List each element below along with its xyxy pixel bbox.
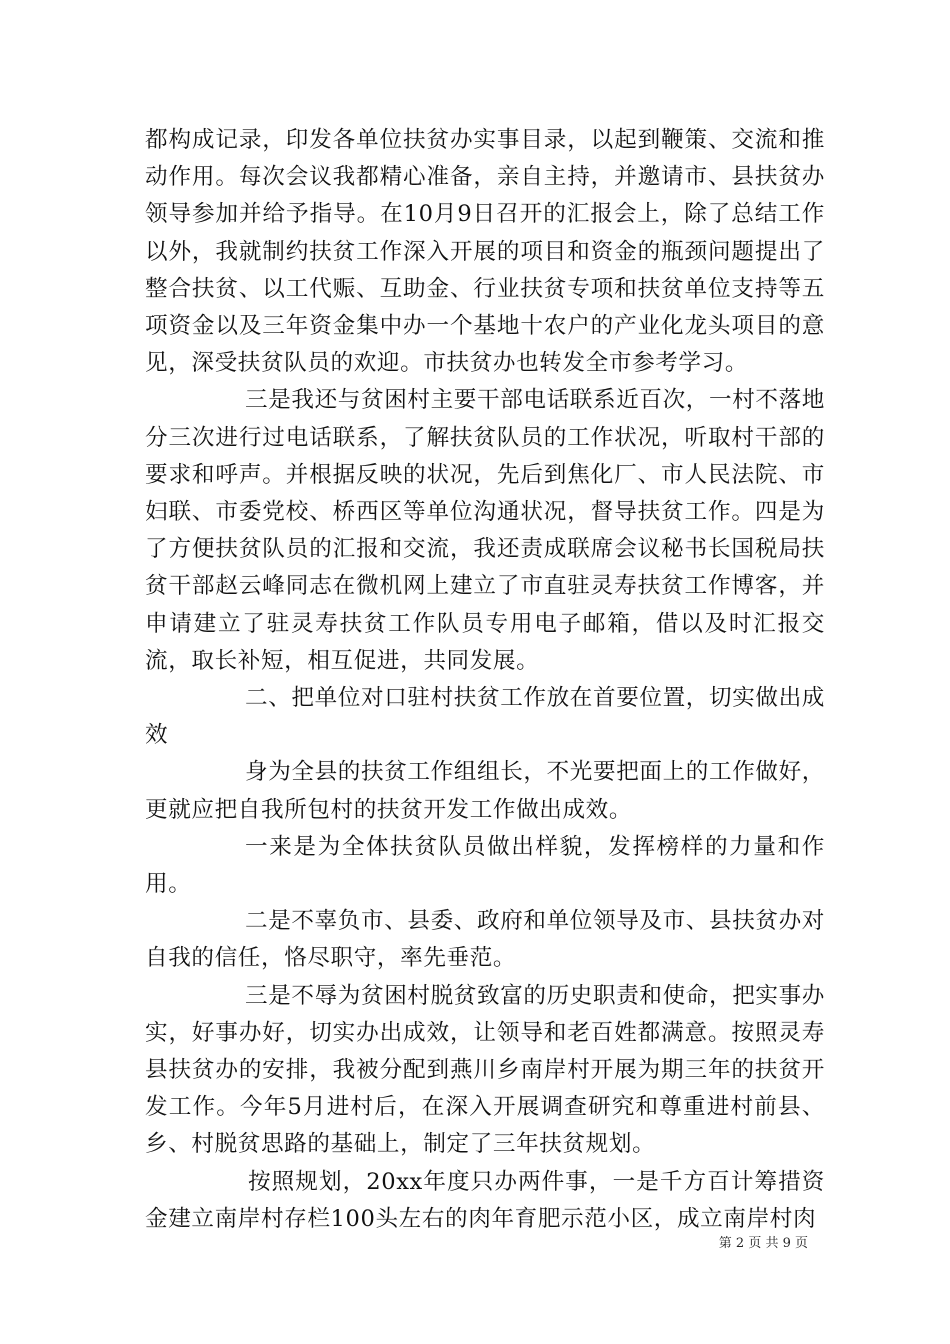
page-number-footer: 第 2 页 共 9 页 (718, 1236, 808, 1251)
paragraph-8: 按照规划，20xx年度只办两件事，一是千方百计筹措资金建立南岸村存栏100头左右的肉年育肥示范小区，成立南岸村肉 (145, 1168, 825, 1232)
paragraph-7: 三是不辱为贫困村脱贫致富的历史职责和使命，把实事办实，好事办好，切实办出成效，让领导和老百姓都满意。按照灵寿县扶贫办的安排，我被分配到燕川乡南岸村开展为期三年的扶贫开发工作。今年5月进村后，在深入开展调查研究和尊重进村前县、乡、村脱贫思路的基础上，制定了三年扶贫规划。 (145, 982, 825, 1158)
paragraph-5: 一来是为全体扶贫队员做出样貌，发挥榜样的力量和作用。 (145, 833, 825, 898)
paragraph-6: 二是不辜负市、县委、政府和单位领导及市、县扶贫办对自我的信任，恪尽职守，率先垂范。 (145, 908, 825, 972)
paragraph-1: 都构成记录，印发各单位扶贫办实事目录，以起到鞭策、交流和推动作用。每次会议我都精心准备，亲自主持，并邀请市、县扶贫办领导参加并给予指导。在10月9日召开的汇报会上，除了总结工作以外，我就制约扶贫工作深入开展的项目和资金的瓶颈问题提出了整合扶贫、以工代赈、互助金、行业扶贫专项和扶贫单位支持等五项资金以及三年资金集中办一个基地十农户的产业化龙头项目的意见，深受扶贫队员的欢迎。市扶贫办也转发全市参考学习。 (145, 127, 825, 377)
paragraph-4: 身为全县的扶贫工作组组长，不光要把面上的工作做好，更就应把自我所包村的扶贫开发工作做出成效。 (145, 759, 825, 823)
section-heading: 二、把单位对口驻村扶贫工作放在首要位置，切实做出成效 (145, 685, 825, 749)
paragraph-2: 三是我还与贫困村主要干部电话联系近百次，一村不落地分三次进行过电话联系，了解扶贫队员的工作状况，听取村干部的要求和呼声。并根据反映的状况，先后到焦化厂、市人民法院、市妇联、市委党校、桥西区等单位沟通状况，督导扶贫工作。四是为了方便扶贫队员的汇报和交流，我还责成联席会议秘书长国税局扶贫干部赵云峰同志在微机网上建立了市直驻灵寿扶贫工作博客，并申请建立了驻灵寿扶贫工作队员专用电子邮箱，借以及时汇报交流，取长补短，相互促进，共同发展。 (145, 387, 825, 674)
document-body (145, 122, 825, 1238)
